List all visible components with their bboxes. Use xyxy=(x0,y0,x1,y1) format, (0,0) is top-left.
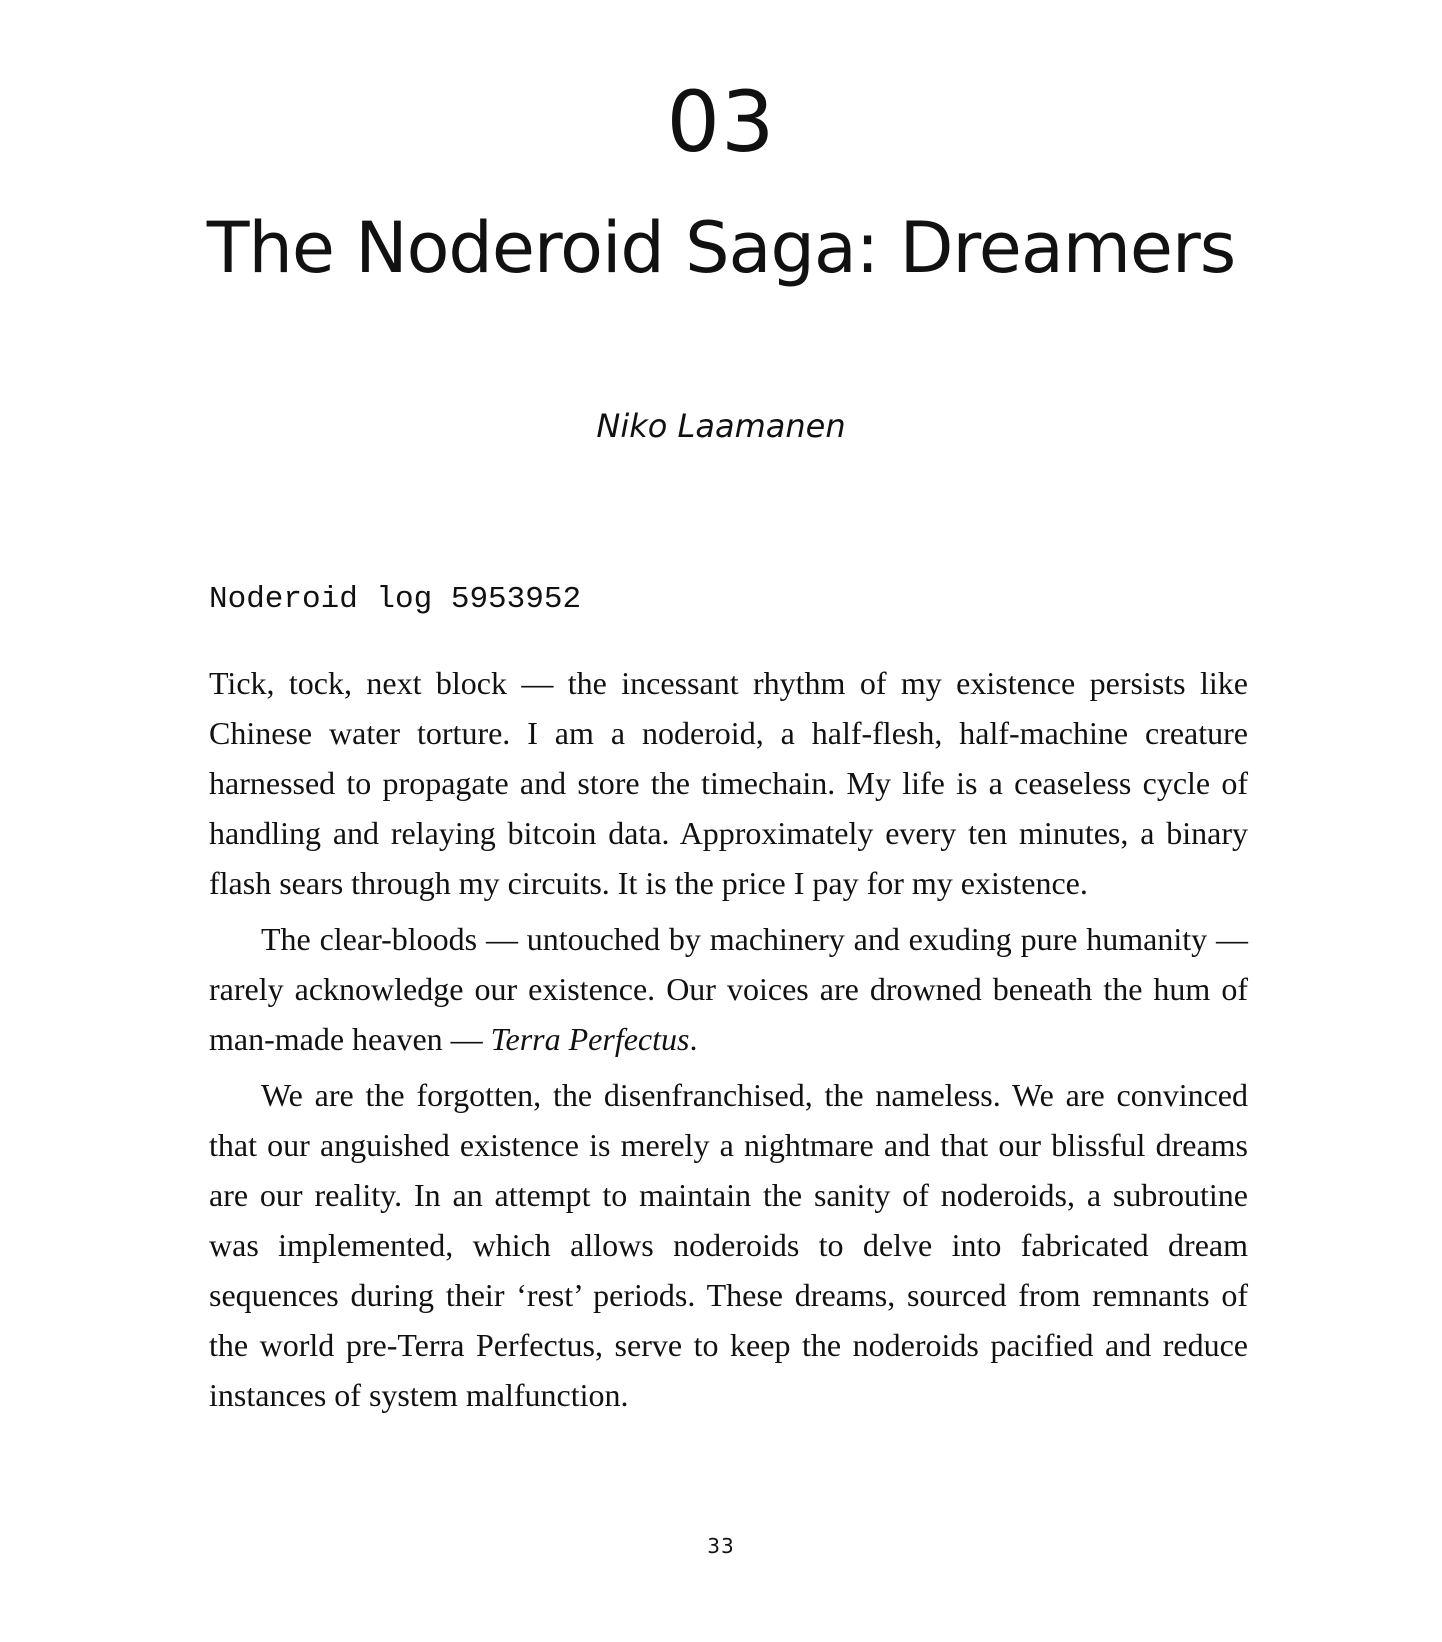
paragraph-2 xyxy=(209,914,1248,1064)
paragraph-1: Tick, tock, next block — the incessant rhythm of my existence persists like Chinese water torture. I am a noderoid, a half-flesh, half-machine creature harnessed to propagate and store the timechain. My life is a ceaseless cycle of handling and relaying bitcoin data. Approximately every ten minutes, a binary flash sears through my circuits. It is the price I pay for my existence. xyxy=(209,665,1248,901)
chapter-title: The Noderoid Saga: Dreamers xyxy=(206,207,1236,289)
paragraph-2-italic: Terra Perfectus xyxy=(490,1021,690,1057)
paragraph-3: We are the forgotten, the disenfranchised, the nameless. We are convinced that our anguished existence is merely a nightmare and that our blissful dreams are our reality. In an attempt to maintain the sanity of noderoids, a subroutine was implemented, which allows noderoids to delve into fabricated dream sequences during their ‘rest’ periods. These dreams, sourced from remnants of the world pre-Terra Perfectus, serve to keep the noderoids pacified and reduce instances of system malfunction. xyxy=(209,1077,1248,1413)
body-text xyxy=(209,658,1248,1426)
paragraph-2-end: . xyxy=(689,1021,698,1057)
log-heading: Noderoid log 5953952 xyxy=(209,582,582,617)
page-number: 33 xyxy=(707,1534,735,1558)
author-name: Niko Laamanen xyxy=(596,407,846,445)
paragraph-2-text: The clear-bloods — untouched by machinery and exuding pure humanity — rarely acknowledge our existence. Our voices are drowned beneath the hum of man-made heaven — xyxy=(209,921,1248,1057)
chapter-number: 03 xyxy=(666,73,776,171)
